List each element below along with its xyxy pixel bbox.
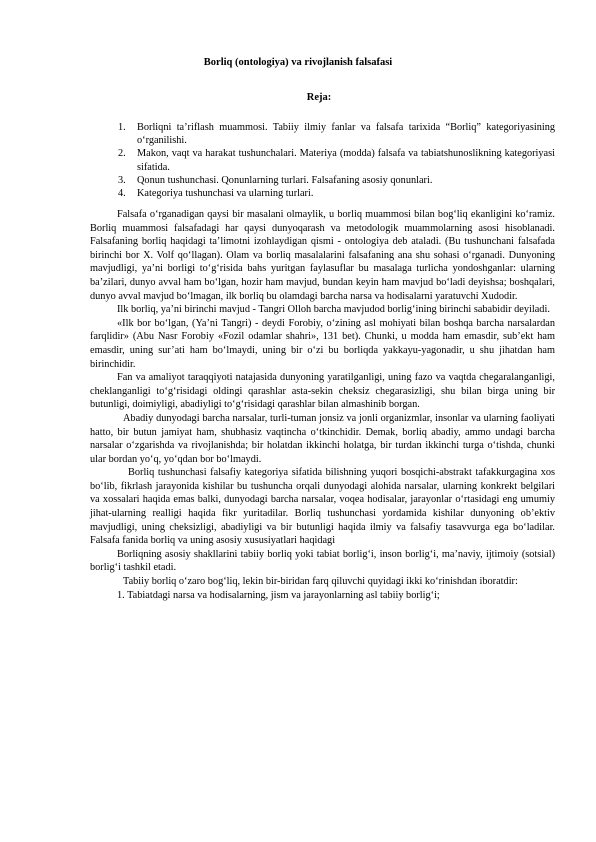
body-paragraph: Abadiy dunyodagi barcha narsalar, turli-tuman jonsiz va jonli organizmlar, insonlar va ularning faoliyati hatto, bir butun jamiyat ham, shubhasiz vaqtincha o‘tkinchidir. Demak, borliq abadiy, ammo undagi barcha narsalar o‘zgarishda va rivojlanishda; bir holatdan ikkinchi holatga, bir turdan ikkinchi turga o‘tishda, chunki ular bordan yo‘q, yo‘qdan bor bo‘lmaydi. <box>90 412 555 465</box>
plan-list <box>118 121 555 200</box>
plan-item-number: 4. <box>118 188 126 200</box>
plan-item-text: Qonun tushunchasi. Qonunlarning turlari. Falsafaning asosiy qonunlari. <box>137 174 433 186</box>
document-title: Borliq (ontologiya) va rivojlanish falsafasi <box>203 57 393 68</box>
plan-item-number: 2. <box>118 148 126 160</box>
plan-item-number: 3. <box>118 174 126 186</box>
plan-item <box>118 147 555 173</box>
body-paragraph: Ilk borliq, ya’ni birinchi mavjud - Tangri Olloh barcha mavjudod borlig‘ining birinchi sababidir deyiladi. <box>117 304 550 316</box>
plan-item <box>118 121 555 147</box>
plan-item-text: Kategoriya tushunchasi va ularning turlari. <box>137 188 314 200</box>
plan-item-number: 1. <box>118 122 126 133</box>
body-paragraph: «Ilk bor bo‘lgan, (Ya’ni Tangri) - deydi Forobiy, o‘zining asl mohiyati bilan boshqa barcha narsalardan farqlidir» (Abu Nasr Forobiy «Fozil odamlar shahri», 131 bet). Chunki, u modda ham emasdir, sub’ekt ham emasdir, uning sur’ati ham bo‘lmaydi, uning bir o‘zi bu borliqda yakkayu-yagonadir, u shu jihatdan ham birinchidir. <box>90 317 555 370</box>
body-paragraph: Falsafa o‘rganadigan qaysi bir masalani olmaylik, u borliq muammosi bilan bog‘liq ekanligini ko‘ramiz. Borliq muammosi falsafadagi har qaysi dunyoqarash va metodologik muammolarning asosi hisoblanadi. Falsafaning borliq haqidagi ta’limotni izohlaydigan qismi - ontologiya deb ataladi. (Bu tushunchani falsafada birinchi bor X. Volf qo‘llagan). Olam va borliq masalalarini falsafaning ana shu sohasi o‘rganadi. Dunyoning mavjudligi, ya’ni borligi to‘g‘risida bahs yuritgan faylasuflar bu masalaga turlicha yondoshganlar: ularning ba’zilari, dunyo avval ham bo‘lgan, hozir ham mavjud, bundan keyin ham mavjud bo‘ladi deyishsa; boshqalari, dunyo avval mavjud bo‘lmagan, ilk borliq bu olamdagi barcha narsa va hodisalarni yaratuvchi Xudodir. <box>90 209 555 302</box>
document-body <box>90 208 555 602</box>
plan-heading: Reja: <box>306 92 332 103</box>
body-paragraph: 1. Tabiatdagi narsa va hodisalarning, jism va jarayonlarning asl tabiiy borlig‘i; <box>117 589 440 601</box>
body-paragraph: Borliqning asosiy shakllarini tabiiy borliq yoki tabiat borlig‘i, inson borlig‘i, ma’naviy, ijtimoiy (sotsial) borlig‘i tashkil etadi. <box>90 548 555 574</box>
plan-item <box>118 174 555 187</box>
plan-item-text: Makon, vaqt va harakat tushunchalari. Materiya (modda) falsafa va tabiatshunoslikning kategoriyasi sifatida. <box>137 148 555 173</box>
body-paragraph: Tabiiy borliq o‘zaro bog‘liq, lekin bir-biridan farq qiluvchi quyidagi ikki ko‘rinishdan iboratdir: <box>123 576 518 588</box>
plan-item-text: Borliqni ta’riflash muammosi. Tabiiy ilmiy fanlar va falsafa tarixida “Borliq” kategoriyasining o‘rganilishi. <box>137 122 555 147</box>
body-paragraph: Borliq tushunchasi falsafiy kategoriya sifatida bilishning yuqori bosqichi-abstrakt tafakkurgagina xos bo‘lib, fikrlash jarayonida kishilar bu tushuncha orqali dunyodagi alohida narsalar, ularning konkrekt belgilari va xossalari haqida emas balki, dunyodagi barcha narsalar, voqea hodisalar, jarayonlar o‘rtasidagi eng umumiy jihat-ularning realligi haqida fikr yuritadilar. Borliq tushunchasi yordamida kishilar dunyoning ob’ektiv mavjudligi, uning cheksizligi, abadiyligi va bir butunligi haqida ilmiy va falsafiy tasavvurga ega bo‘ladilar. Falsafa fanida borliq va uning asosiy xususiyatlari haqidagi <box>90 467 555 547</box>
plan-item <box>118 187 555 200</box>
body-paragraph: Fan va amaliyot taraqqiyoti natajasida dunyoning yaratilganligi, uning fazo va vaqtda chegaralanganligi, cheklanganligi to‘g‘risidagi oldingi qarashlar asta-sekin cheksiz chegarasizligi, shu bilan birga uning bir butunligi, doimiyligi, abadiyligi to‘g‘risidagi qarashlar bilan almashinib borgan. <box>90 372 555 411</box>
